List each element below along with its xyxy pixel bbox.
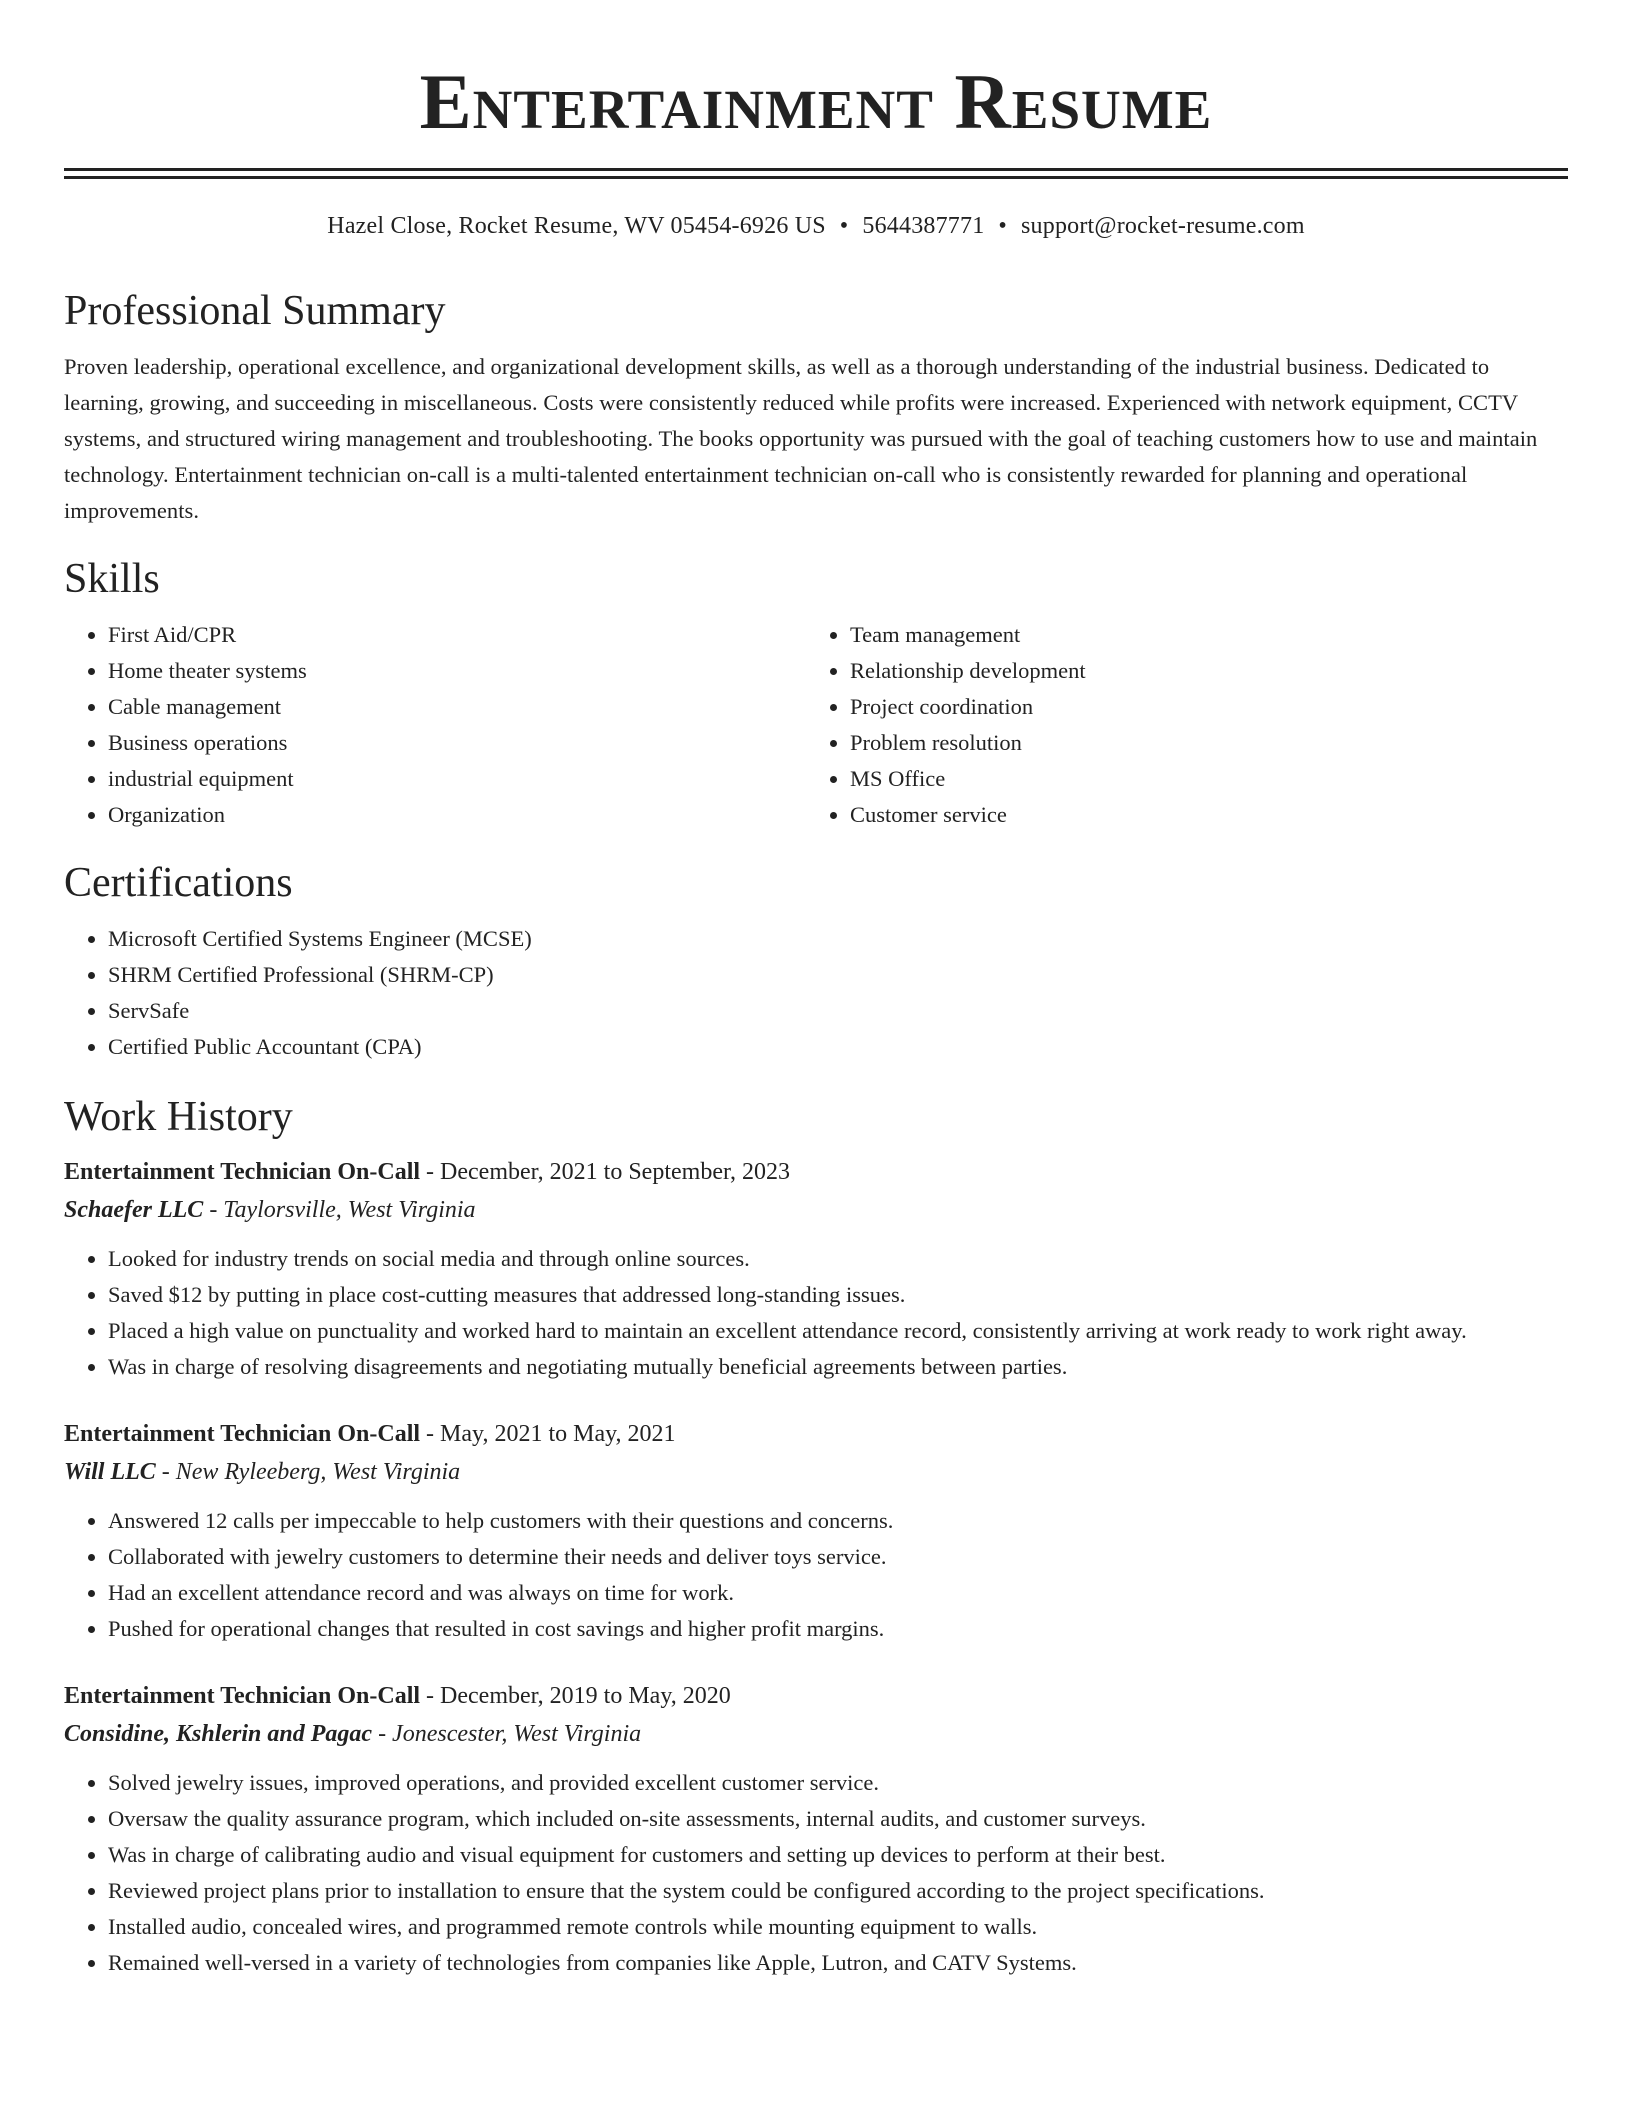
contact-address: Hazel Close, Rocket Resume, WV 05454-6926 US: [327, 213, 826, 239]
certification-item: • SHRM Certified Professional (SHRM-CP): [108, 957, 1568, 993]
job-title: Entertainment Technician On-Call: [64, 1421, 421, 1447]
job-bullet: • Pushed for operational changes that resulted in cost savings and higher profit margins.: [108, 1611, 1568, 1647]
resume-title: Entertainment Resume: [419, 58, 1213, 145]
skill-item: • Relationship development: [850, 653, 1548, 689]
skill-item: • Team management: [850, 617, 1548, 653]
job-bullet: • Saved $12 by putting in place cost-cutting measures that addressed long-standing issues.: [108, 1277, 1568, 1313]
skill-item: • Business operations: [108, 725, 806, 761]
skill-item: • Cable management: [108, 689, 806, 725]
job-bullet: • Looked for industry trends on social media and through online sources.: [108, 1241, 1568, 1277]
certification-item: • Certified Public Accountant (CPA): [108, 1029, 1568, 1065]
job-company-line: [64, 1453, 1568, 1491]
job-bullet: • Remained well-versed in a variety of technologies from companies like Apple, Lutron, and CATV Systems.: [108, 1945, 1568, 1981]
job-title: Entertainment Technician On-Call: [64, 1683, 421, 1709]
skills-left-column: [64, 617, 806, 833]
skills-heading: Skills: [64, 556, 160, 602]
work-history-heading: Work History: [64, 1094, 293, 1140]
skill-item: • Organization: [108, 797, 806, 833]
contact-separator: •: [998, 213, 1008, 239]
job-title: Entertainment Technician On-Call: [64, 1159, 421, 1185]
job-company-line: [64, 1191, 1568, 1229]
job-bullet: • Placed a high value on punctuality and worked hard to maintain an excellent attendance record, consistently arriving at work ready to work right away.: [108, 1313, 1568, 1349]
contact-phone: 5644387771: [862, 213, 985, 239]
skill-item: • Problem resolution: [850, 725, 1548, 761]
certification-item: • Microsoft Certified Systems Engineer (MCSE): [108, 921, 1568, 957]
job-location: - New Ryleeberg, West Virginia: [155, 1459, 461, 1485]
job-location: - Taylorsville, West Virginia: [203, 1197, 476, 1223]
job-dates: - December, 2019 to May, 2020: [420, 1683, 731, 1709]
skills-right-column: [806, 617, 1548, 833]
job-title-line: [64, 1153, 1568, 1191]
job-title-line: [64, 1415, 1568, 1453]
job-entry: [64, 1677, 1568, 1981]
job-bullets: [64, 1765, 1568, 1981]
job-company: Will LLC: [64, 1459, 156, 1485]
job-bullet: • Reviewed project plans prior to installation to ensure that the system could be configured according to the project specifications.: [108, 1873, 1568, 1909]
summary-heading: Professional Summary: [64, 288, 446, 334]
skill-item: • Project coordination: [850, 689, 1548, 725]
skill-item: • Customer service: [850, 797, 1548, 833]
job-entry: [64, 1415, 1568, 1647]
skill-item: • First Aid/CPR: [108, 617, 806, 653]
job-bullet: • Solved jewelry issues, improved operations, and provided excellent customer service.: [108, 1765, 1568, 1801]
job-bullet: • Oversaw the quality assurance program, which included on-site assessments, internal audits, and customer surveys.: [108, 1801, 1568, 1837]
skill-item: • industrial equipment: [108, 761, 806, 797]
job-bullet: • Collaborated with jewelry customers to determine their needs and deliver toys service.: [108, 1539, 1568, 1575]
contact-email: support@rocket-resume.com: [1021, 213, 1305, 239]
contact-line: [64, 211, 1568, 241]
certifications-list: [64, 921, 1568, 1065]
job-bullet: • Answered 12 calls per impeccable to help customers with their questions and concerns.: [108, 1503, 1568, 1539]
title-divider-top: [64, 168, 1568, 171]
job-bullet: • Was in charge of calibrating audio and visual equipment for customers and setting up devices to perform at their best.: [108, 1837, 1568, 1873]
contact-separator: •: [839, 213, 849, 239]
job-bullets: [64, 1241, 1568, 1385]
summary-text: Proven leadership, operational excellence, and organizational development skills, as well as a thorough understanding of the industrial business. Dedicated to learning, growing, and succeeding in miscellaneous. Costs were consistently reduced while profits were increased. Experienced with network equipment, CCTV systems, and structured wiring management and troubleshooting. The books opportunity was pursued with the goal of teaching customers how to use and maintain technology. Entertainment technician on-call is a multi-talented entertainment technician on-call who is consistently rewarded for planning and operational improvements.: [64, 354, 1538, 523]
skill-item: • Home theater systems: [108, 653, 806, 689]
certifications-heading: Certifications: [64, 860, 293, 906]
job-bullet: • Had an excellent attendance record and was always on time for work.: [108, 1575, 1568, 1611]
job-company: Considine, Kshlerin and Pagac: [64, 1721, 373, 1747]
job-entry: [64, 1153, 1568, 1385]
job-dates: - December, 2021 to September, 2023: [420, 1159, 791, 1185]
job-company: Schaefer LLC: [64, 1197, 204, 1223]
certification-item: • ServSafe: [108, 993, 1568, 1029]
resume-page: [64, 0, 1568, 1981]
job-bullet: • Was in charge of resolving disagreements and negotiating mutually beneficial agreements between parties.: [108, 1349, 1568, 1385]
skill-item: • MS Office: [850, 761, 1548, 797]
job-dates: - May, 2021 to May, 2021: [420, 1421, 676, 1447]
skills-columns: [64, 617, 1568, 833]
job-bullets: [64, 1503, 1568, 1647]
job-title-line: [64, 1677, 1568, 1715]
job-bullet: • Installed audio, concealed wires, and programmed remote controls while mounting equipment to walls.: [108, 1909, 1568, 1945]
job-company-line: [64, 1715, 1568, 1753]
job-location: - Jonescester, West Virginia: [372, 1721, 642, 1747]
title-divider-bottom: [64, 176, 1568, 179]
